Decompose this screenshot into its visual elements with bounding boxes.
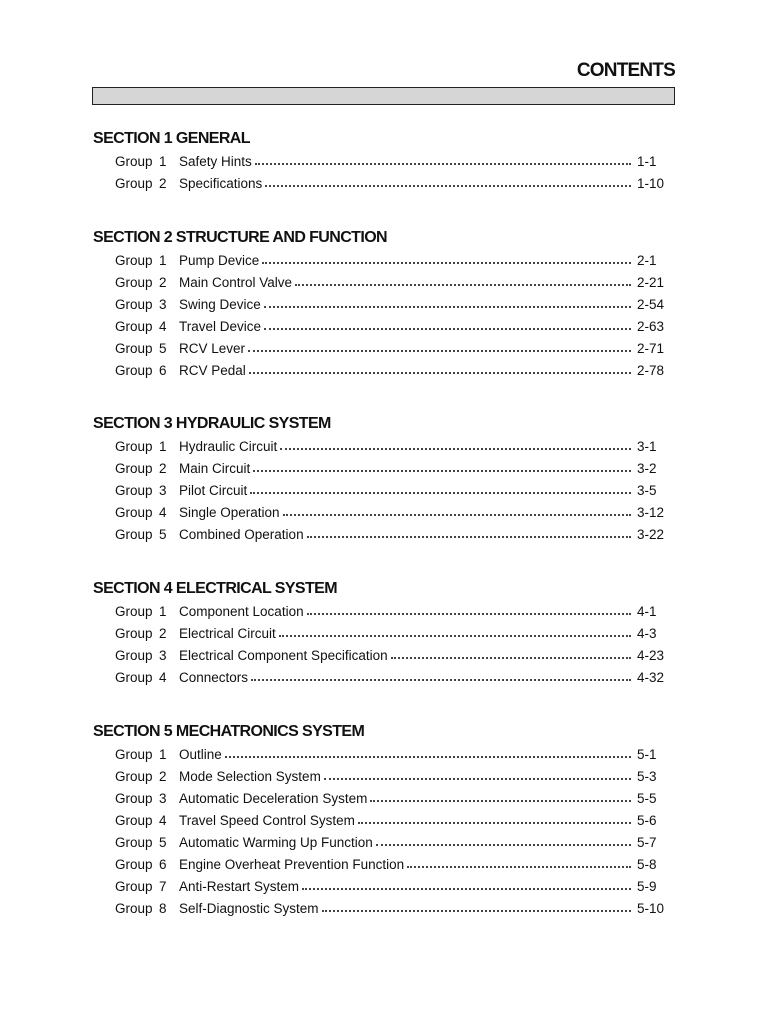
group-label: Group <box>115 604 153 619</box>
group-number: 1 <box>159 604 167 619</box>
entry-title: Electrical Component Specification <box>179 648 388 663</box>
entry-title: Automatic Deceleration System <box>179 791 368 806</box>
entry-title: Combined Operation <box>179 527 304 542</box>
toc-entry[interactable] <box>93 360 669 382</box>
group-label: Group <box>115 791 153 806</box>
entry-title: Main Circuit <box>179 461 251 476</box>
page-number: 5-3 <box>637 769 657 784</box>
group-label: Group <box>115 626 153 641</box>
group-number: 1 <box>159 154 167 169</box>
toc-entry[interactable] <box>93 338 669 360</box>
page-number: 2-71 <box>637 341 665 356</box>
toc-entry[interactable] <box>93 250 669 272</box>
group-label: Group <box>115 857 153 872</box>
toc-entry[interactable] <box>93 832 669 854</box>
group-number: 2 <box>159 275 167 290</box>
group-number: 2 <box>159 769 167 784</box>
entry-title: Pump Device <box>179 253 260 268</box>
dot-leader <box>283 514 631 516</box>
page-number: 5-9 <box>637 879 657 894</box>
dot-leader <box>376 844 631 846</box>
group-label: Group <box>115 275 153 290</box>
group-label: Group <box>115 363 153 378</box>
entry-title: Automatic Warming Up Function <box>179 835 373 850</box>
entry-title: Component Location <box>179 604 304 619</box>
group-number: 6 <box>159 363 167 378</box>
entry-title: Single Operation <box>179 505 280 520</box>
dot-leader <box>307 536 631 538</box>
entry-title: Travel Speed Control System <box>179 813 355 828</box>
toc-section <box>93 227 669 382</box>
toc-entry[interactable] <box>93 502 669 524</box>
group-number: 4 <box>159 813 167 828</box>
group-label: Group <box>115 527 153 542</box>
entry-title: Hydraulic Circuit <box>179 439 278 454</box>
toc-entry[interactable] <box>93 788 669 810</box>
group-label: Group <box>115 901 153 916</box>
page-number: 4-3 <box>637 626 657 641</box>
page-number: 3-2 <box>637 461 657 476</box>
toc-entry[interactable] <box>93 645 669 667</box>
group-number: 2 <box>159 626 167 641</box>
dot-leader <box>307 613 631 615</box>
dot-leader <box>370 800 631 802</box>
page-number: 5-8 <box>637 857 657 872</box>
group-number: 6 <box>159 857 167 872</box>
group-label: Group <box>115 439 153 454</box>
entry-title: RCV Lever <box>179 341 246 356</box>
dot-leader <box>295 284 631 286</box>
title-divider-bar <box>92 87 675 105</box>
page-number: 3-22 <box>637 527 665 542</box>
dot-leader <box>251 679 631 681</box>
entry-title: Engine Overheat Prevention Function <box>179 857 405 872</box>
group-number: 8 <box>159 901 167 916</box>
toc-entry[interactable] <box>93 766 669 788</box>
entry-title: Swing Device <box>179 297 261 312</box>
group-number: 3 <box>159 648 167 663</box>
entry-title: Main Control Valve <box>179 275 293 290</box>
dot-leader <box>265 185 631 187</box>
table-of-contents <box>93 128 669 952</box>
group-label: Group <box>115 319 153 334</box>
group-number: 3 <box>159 791 167 806</box>
dot-leader <box>253 470 631 472</box>
group-number: 4 <box>159 505 167 520</box>
group-label: Group <box>115 341 153 356</box>
toc-entry[interactable] <box>93 667 669 689</box>
group-number: 5 <box>159 527 167 542</box>
dot-leader <box>264 306 631 308</box>
group-number: 3 <box>159 483 167 498</box>
dot-leader <box>322 910 631 912</box>
page-number: 2-1 <box>637 253 657 268</box>
section-title[interactable]: SECTION 1 GENERAL <box>93 130 250 147</box>
entry-title: Mode Selection System <box>179 769 321 784</box>
group-number: 3 <box>159 297 167 312</box>
page-number: 4-23 <box>637 648 665 663</box>
entry-title: Outline <box>179 747 222 762</box>
toc-entry[interactable] <box>93 173 669 195</box>
page-number: 5-1 <box>637 747 657 762</box>
group-number: 5 <box>159 835 167 850</box>
group-number: 4 <box>159 319 167 334</box>
group-number: 2 <box>159 176 167 191</box>
toc-section <box>93 578 669 689</box>
dot-leader <box>250 492 631 494</box>
group-label: Group <box>115 648 153 663</box>
page-number: 4-32 <box>637 670 665 685</box>
toc-entry[interactable] <box>93 524 669 546</box>
group-label: Group <box>115 769 153 784</box>
group-label: Group <box>115 835 153 850</box>
toc-entry[interactable] <box>93 898 669 920</box>
group-label: Group <box>115 297 153 312</box>
dot-leader <box>264 328 631 330</box>
group-number: 2 <box>159 461 167 476</box>
dot-leader <box>358 822 631 824</box>
group-label: Group <box>115 154 153 169</box>
toc-entry[interactable] <box>93 623 669 645</box>
page-number: 2-54 <box>637 297 665 312</box>
toc-entry[interactable] <box>93 436 669 458</box>
toc-entry[interactable] <box>93 458 669 480</box>
entry-title: Specifications <box>179 176 263 191</box>
page-number: 3-1 <box>637 439 657 454</box>
toc-entry[interactable] <box>93 854 669 876</box>
page-number: 1-10 <box>637 176 665 191</box>
page-number: 3-5 <box>637 483 657 498</box>
toc-entry[interactable] <box>93 294 669 316</box>
entry-title: Pilot Circuit <box>179 483 248 498</box>
group-label: Group <box>115 461 153 476</box>
section-title[interactable]: SECTION 4 ELECTRICAL SYSTEM <box>93 580 337 597</box>
toc-entry[interactable] <box>93 272 669 294</box>
page-number: 3-12 <box>637 505 665 520</box>
section-title[interactable]: SECTION 3 HYDRAULIC SYSTEM <box>93 415 331 432</box>
group-label: Group <box>115 813 153 828</box>
page-number: 5-7 <box>637 835 657 850</box>
page-number: 2-78 <box>637 363 665 378</box>
entry-title: Self-Diagnostic System <box>179 901 319 916</box>
dot-leader <box>249 372 631 374</box>
toc-entry[interactable] <box>93 316 669 338</box>
toc-entry[interactable] <box>93 810 669 832</box>
entry-title: Travel Device <box>179 319 262 334</box>
dot-leader <box>280 448 631 450</box>
dot-leader <box>248 350 631 352</box>
toc-section <box>93 721 669 920</box>
group-number: 5 <box>159 341 167 356</box>
entry-title: Electrical Circuit <box>179 626 276 641</box>
dot-leader <box>255 163 631 165</box>
group-number: 7 <box>159 879 167 894</box>
toc-entry[interactable] <box>93 601 669 623</box>
dot-leader <box>262 262 631 264</box>
page-number: 4-1 <box>637 604 657 619</box>
dot-leader <box>225 756 631 758</box>
toc-section <box>93 413 669 546</box>
entry-title: Connectors <box>179 670 249 685</box>
toc-entry[interactable] <box>93 151 669 173</box>
entry-title: RCV Pedal <box>179 363 246 378</box>
page-number: 2-63 <box>637 319 665 334</box>
page-number: 5-6 <box>637 813 657 828</box>
group-number: 1 <box>159 253 167 268</box>
group-label: Group <box>115 253 153 268</box>
group-number: 1 <box>159 747 167 762</box>
entry-title: Safety Hints <box>179 154 252 169</box>
toc-section <box>93 128 669 195</box>
page-title: CONTENTS <box>576 60 675 81</box>
group-number: 1 <box>159 439 167 454</box>
page-number: 2-21 <box>637 275 665 290</box>
toc-entry[interactable] <box>93 744 669 766</box>
group-label: Group <box>115 879 153 894</box>
group-label: Group <box>115 176 153 191</box>
page-number: 5-10 <box>637 901 665 916</box>
section-title[interactable]: SECTION 5 MECHATRONICS SYSTEM <box>93 723 365 740</box>
group-label: Group <box>115 505 153 520</box>
group-label: Group <box>115 483 153 498</box>
page-number: 5-5 <box>637 791 657 806</box>
toc-entry[interactable] <box>93 480 669 502</box>
entry-title: Anti-Restart System <box>179 879 300 894</box>
dot-leader <box>324 778 631 780</box>
dot-leader <box>302 888 631 890</box>
toc-entry[interactable] <box>93 876 669 898</box>
dot-leader <box>407 866 631 868</box>
page-number: 1-1 <box>637 154 657 169</box>
dot-leader <box>391 657 631 659</box>
dot-leader <box>279 635 631 637</box>
group-label: Group <box>115 670 153 685</box>
group-label: Group <box>115 747 153 762</box>
section-title[interactable]: SECTION 2 STRUCTURE AND FUNCTION <box>93 229 387 246</box>
group-number: 4 <box>159 670 167 685</box>
